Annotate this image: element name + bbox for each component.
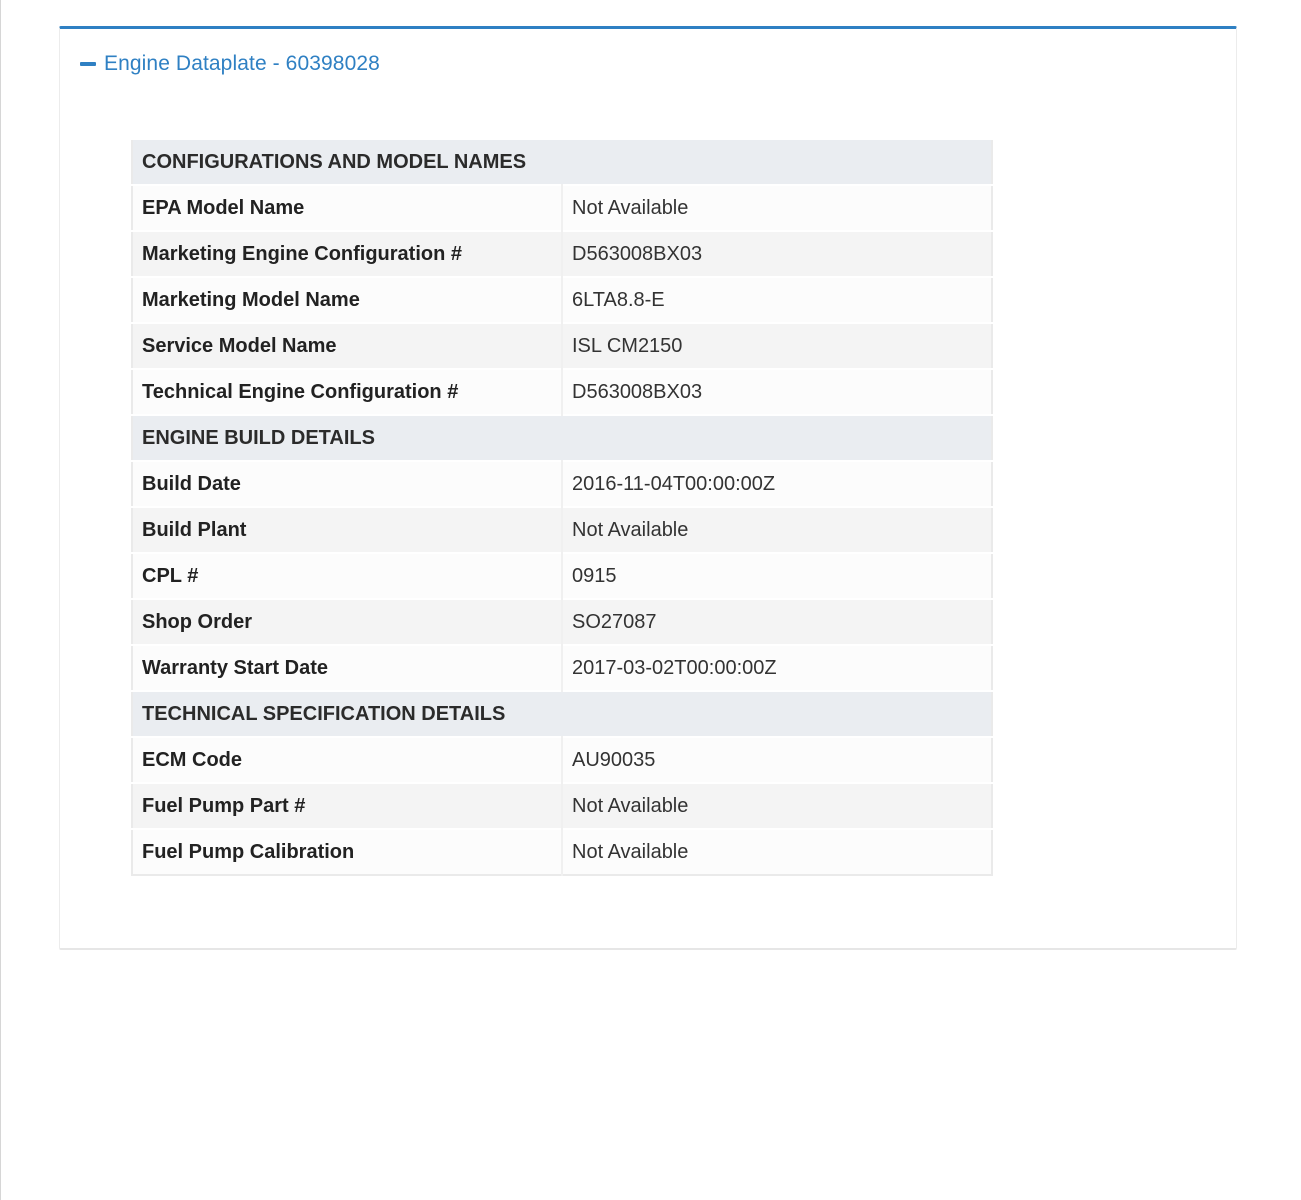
section-header-row <box>132 691 992 737</box>
dataplate-table-body <box>132 139 992 875</box>
minus-icon[interactable] <box>80 62 96 66</box>
field-label: Service Model Name <box>132 323 562 369</box>
table-row <box>132 783 992 829</box>
field-label: Shop Order <box>132 599 562 645</box>
table-row <box>132 599 992 645</box>
field-value: D563008BX03 <box>562 369 992 415</box>
table-row <box>132 369 992 415</box>
field-value: Not Available <box>562 507 992 553</box>
field-label: Fuel Pump Calibration <box>132 829 562 875</box>
table-row <box>132 553 992 599</box>
field-value: ISL CM2150 <box>562 323 992 369</box>
table-row <box>132 231 992 277</box>
section-heading: CONFIGURATIONS AND MODEL NAMES <box>132 139 992 185</box>
field-label: Build Date <box>132 461 562 507</box>
section-header-row <box>132 139 992 185</box>
field-value: 0915 <box>562 553 992 599</box>
field-value: SO27087 <box>562 599 992 645</box>
field-label: Marketing Model Name <box>132 277 562 323</box>
table-row <box>132 277 992 323</box>
field-value: Not Available <box>562 829 992 875</box>
field-value: AU90035 <box>562 737 992 783</box>
table-row <box>132 461 992 507</box>
dataplate-table <box>131 138 993 876</box>
panel-title[interactable]: Engine Dataplate - 60398028 <box>104 52 380 75</box>
field-label: Warranty Start Date <box>132 645 562 691</box>
field-label: Build Plant <box>132 507 562 553</box>
table-row <box>132 645 992 691</box>
field-value: Not Available <box>562 185 992 231</box>
field-value: Not Available <box>562 783 992 829</box>
table-row <box>132 507 992 553</box>
field-label: CPL # <box>132 553 562 599</box>
panel-header-toggle[interactable] <box>80 51 380 77</box>
table-row <box>132 829 992 875</box>
field-label: EPA Model Name <box>132 185 562 231</box>
section-header-row <box>132 415 992 461</box>
field-value: 6LTA8.8-E <box>562 277 992 323</box>
field-label: Technical Engine Configuration # <box>132 369 562 415</box>
field-value: 2016-11-04T00:00:00Z <box>562 461 992 507</box>
table-row <box>132 737 992 783</box>
engine-dataplate-panel <box>59 26 1237 950</box>
field-label: Fuel Pump Part # <box>132 783 562 829</box>
field-label: Marketing Engine Configuration # <box>132 231 562 277</box>
field-value: 2017-03-02T00:00:00Z <box>562 645 992 691</box>
table-row <box>132 323 992 369</box>
field-value: D563008BX03 <box>562 231 992 277</box>
section-heading: ENGINE BUILD DETAILS <box>132 415 992 461</box>
field-label: ECM Code <box>132 737 562 783</box>
table-row <box>132 185 992 231</box>
section-heading: TECHNICAL SPECIFICATION DETAILS <box>132 691 992 737</box>
